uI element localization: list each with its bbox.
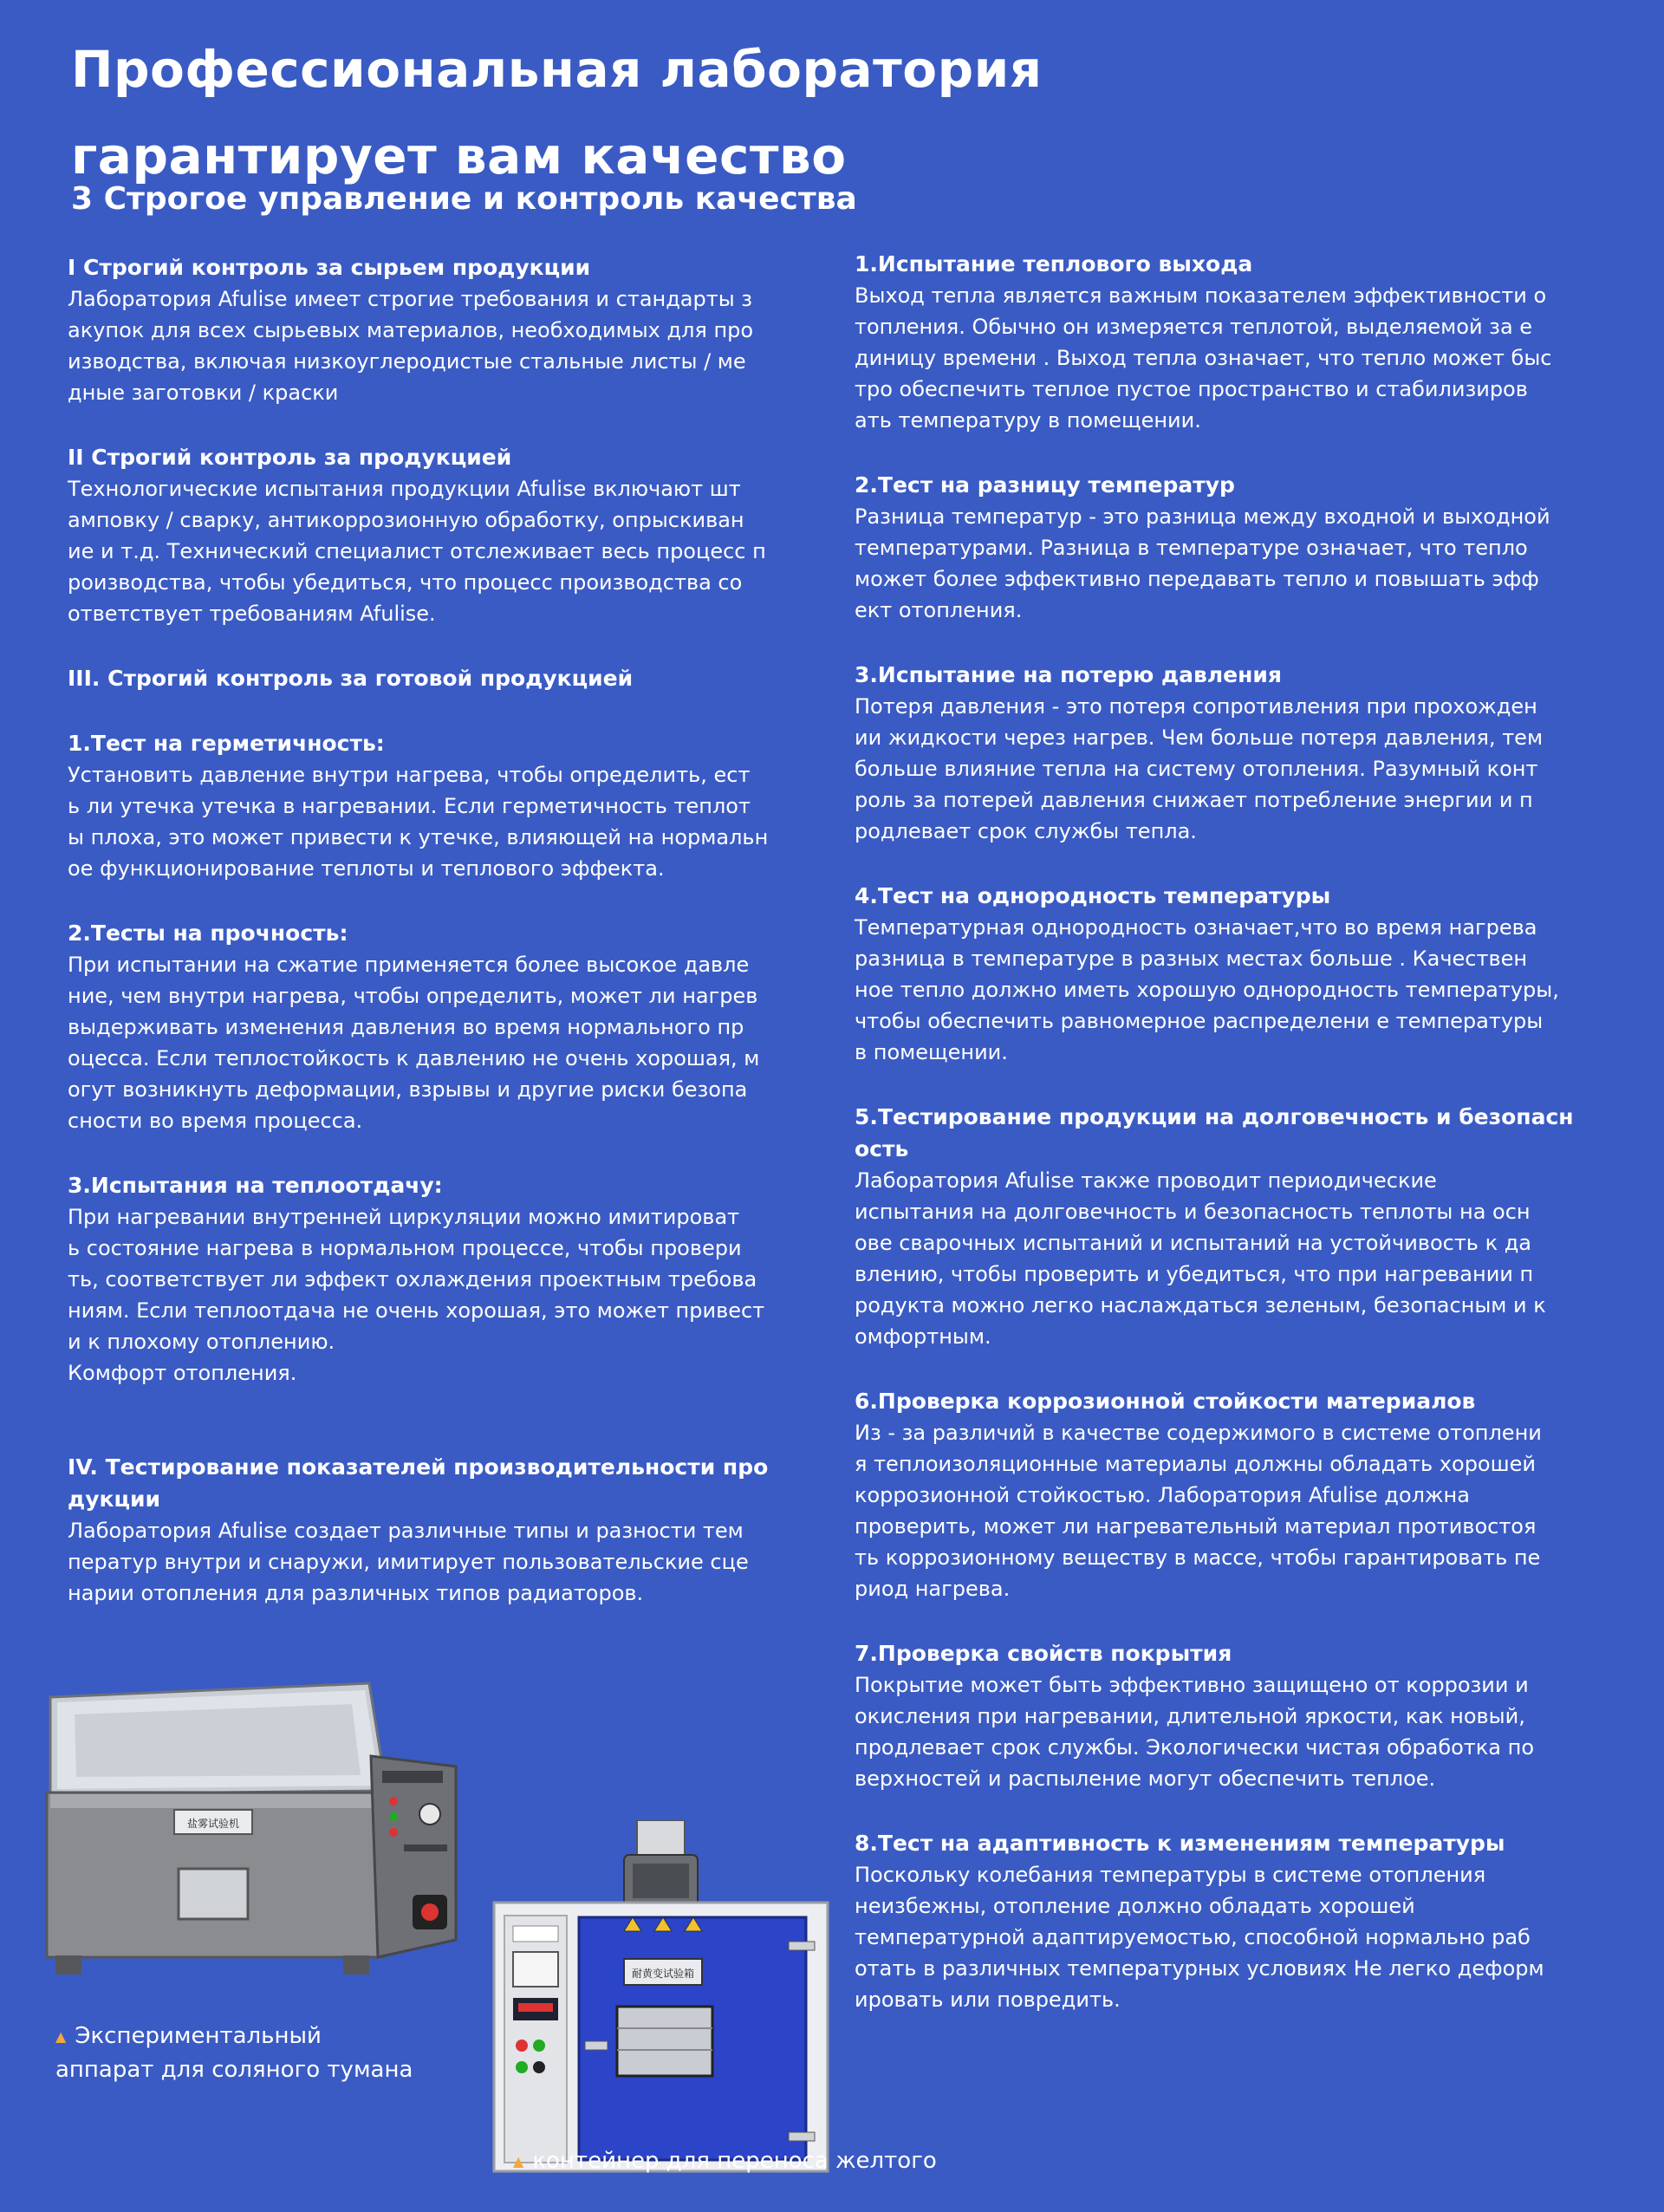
section-strength-test bbox=[68, 917, 813, 1136]
section-heading: 2.Тесты на прочность: bbox=[68, 921, 348, 946]
section-temperature-adaptability bbox=[855, 1827, 1600, 2015]
salt-fog-caption bbox=[55, 2020, 428, 2086]
section-production bbox=[68, 441, 813, 629]
left-column bbox=[68, 251, 813, 1642]
section-body: Лаборатория Afulise создает различные типы и разности тем ператур внутри и снаружи, имитирует пользовательские сце нарии отопления для различных типов радиаторов. bbox=[68, 1519, 749, 1605]
section-heading: 5.Тестирование продукции на долговечность и безопасн ость bbox=[855, 1104, 1574, 1161]
section-heat-transfer-test bbox=[68, 1169, 813, 1389]
section-heading: II Строгий контроль за продукцией bbox=[68, 445, 512, 470]
page-title bbox=[71, 26, 1043, 199]
section-body: Из - за различий в качестве содержимого в системе отоплени я теплоизоляционные материалы должны обладать хорошей коррозионной стойкостью. Лаборатория Afulise должна проверить, может ли нагревательный материал противостоя ть коррозионному веществу в массе, чтобы гарантировать пе риод нагрева. bbox=[855, 1421, 1542, 1601]
section-body: Потеря давления - это потеря сопротивления при прохожден ии жидкости через нагрев. Чем больше потеря давления, тем больше влияние тепла на систему отопления. Разумный конт роль за потерей давления снижает потребление энергии и п родлевает срок службы тепла. bbox=[855, 694, 1544, 843]
title-line-2: гарантирует вам качество bbox=[71, 127, 847, 185]
title-line-1: Профессиональная лаборатория bbox=[71, 40, 1043, 99]
section-heading: 6.Проверка коррозионной стойкости материалов bbox=[855, 1389, 1476, 1414]
yellow-box-caption bbox=[513, 2144, 1033, 2178]
section-heading: 8.Тест на адаптивность к изменениям температуры bbox=[855, 1831, 1505, 1856]
triangle-bullet-icon: ▲ bbox=[55, 2027, 67, 2045]
page-subtitle: 3 Строгое управление и контроль качества bbox=[71, 181, 857, 217]
section-body: Разница температур - это разница между входной и выходной температурами. Разница в температуре означает, что тепло может более эффективно передавать тепло и повышать эфф ект отопления. bbox=[855, 504, 1550, 622]
section-temperature-difference bbox=[855, 469, 1600, 626]
section-temperature-uniformity bbox=[855, 880, 1600, 1068]
section-durability-safety bbox=[855, 1101, 1600, 1352]
section-body: Покрытие может быть эффективно защищено от коррозии и окисления при нагревании, длительной яркости, как новый, продлевает срок службы. Экологически чистая обработка по верхностей и распыление могут обеспечить теплое. bbox=[855, 1673, 1534, 1791]
section-tightness-test bbox=[68, 727, 813, 884]
section-heading: 1.Тест на герметичность: bbox=[68, 731, 385, 756]
section-heading: 3.Испытание на потерю давления bbox=[855, 662, 1282, 687]
section-performance-testing bbox=[68, 1451, 813, 1609]
section-heading: 7.Проверка свойств покрытия bbox=[855, 1641, 1232, 1666]
oven-plate-label: 耐黄变试验箱 bbox=[631, 1968, 695, 1980]
right-column bbox=[855, 248, 1600, 2048]
yellowing-test-oven-image bbox=[485, 1820, 836, 2176]
section-heading: IV. Тестирование показателей производительности про дукции bbox=[68, 1454, 769, 1512]
section-pressure-loss bbox=[855, 659, 1600, 847]
section-body: При испытании на сжатие применяется более высокое давле ние, чем внутри нагрева, чтобы определить, может ли нагрев выдерживать изменения давления во время нормального пр оцесса. Если теплостойкость к давлению не очень хорошая, м огут возникнуть деформации, взрывы и другие риски безопа сности во время процесса. bbox=[68, 953, 760, 1133]
section-body: Выход тепла является важным показателем эффективности о топления. Обычно он измеряется теплотой, выделяемой за е диницу времени . Выход тепла означает, что тепло может быс тро обеспечить теплое пустое пространство и стабилизиров ать температуру в помещении. bbox=[855, 283, 1552, 433]
section-heading: 2.Тест на разницу температур bbox=[855, 472, 1235, 498]
section-heading: 1.Испытание теплового выхода bbox=[855, 251, 1253, 276]
section-body: Поскольку колебания температуры в системе отопления неизбежны, отопление должно обладать хорошей температурной адаптируемостью, способной нормально раб отать в различных температурных условиях Не легко деформ ировать или повредить. bbox=[855, 1863, 1544, 2012]
section-heading: III. Строгий контроль за готовой продукцией bbox=[68, 666, 634, 691]
section-body: Температурная однородность означает,что во время нагрева разница в температуре в разных местах больше . Качествен ное тепло должно иметь хорошую однородность температуры, чтобы обеспечить равномерное распределени е температуры в помещении. bbox=[855, 915, 1559, 1064]
section-body: Установить давление внутри нагрева, чтобы определить, ест ь ли утечка утечка в нагревании. Если герметичность теплот ы плоха, это может привести к утечке, влияющей на нормальн ое функционирование теплоты и теплового эффекта. bbox=[68, 763, 769, 881]
section-coating-properties bbox=[855, 1637, 1600, 1794]
salt-fog-caption-text: Экспериментальный аппарат для соляного тумана bbox=[55, 2023, 413, 2083]
section-raw-materials bbox=[68, 251, 813, 408]
section-body: При нагревании внутренней циркуляции можно имитироват ь состояние нагрева в нормальном процессе, чтобы провери ть, соответствует ли эффект охлаждения проектным требова ниям. Если теплоотдача не очень хорошая, это может привест и к плохому отоплению. Комфорт отопления. bbox=[68, 1205, 765, 1385]
section-finished-products bbox=[68, 662, 813, 694]
section-heading: 4.Тест на однородность температуры bbox=[855, 883, 1331, 908]
section-heat-output bbox=[855, 248, 1600, 436]
section-heading: 3.Испытания на теплоотдачу: bbox=[68, 1173, 443, 1198]
section-corrosion-resistance bbox=[855, 1385, 1600, 1604]
salt-fog-chamber-image bbox=[31, 1680, 469, 1979]
triangle-bullet-icon: ▲ bbox=[513, 2152, 524, 2170]
section-body: Технологические испытания продукции Afulise включают шт амповку / сварку, антикоррозионную обработку, опрыскиван ие и т.д. Технический специалист отслеживает весь процесс п роизводства, чтобы убедиться, что процесс производства со ответствует требованиям Afulise. bbox=[68, 477, 766, 626]
section-body: Лаборатория Afulise также проводит периодические испытания на долговечность и безопасность теплоты на осн ове сварочных испытаний и испытаний на устойчивость к да влению, чтобы проверить и убедиться, что при нагревании п родукта можно легко наслаждаться зеленым, безопасным и к омфортным. bbox=[855, 1168, 1546, 1349]
salt-plate-label: 盐雾试验机 bbox=[186, 1818, 240, 1830]
section-heading: I Строгий контроль за сырьем продукции bbox=[68, 255, 591, 280]
yellow-box-caption-text: контейнер для переноса желтого bbox=[532, 2148, 937, 2174]
section-body: Лаборатория Afulise имеет строгие требования и стандарты з акупок для всех сырьевых материалов, необходимых для про изводства, включая низкоуглеродистые стальные листы / ме дные заготовки / краски bbox=[68, 287, 754, 405]
